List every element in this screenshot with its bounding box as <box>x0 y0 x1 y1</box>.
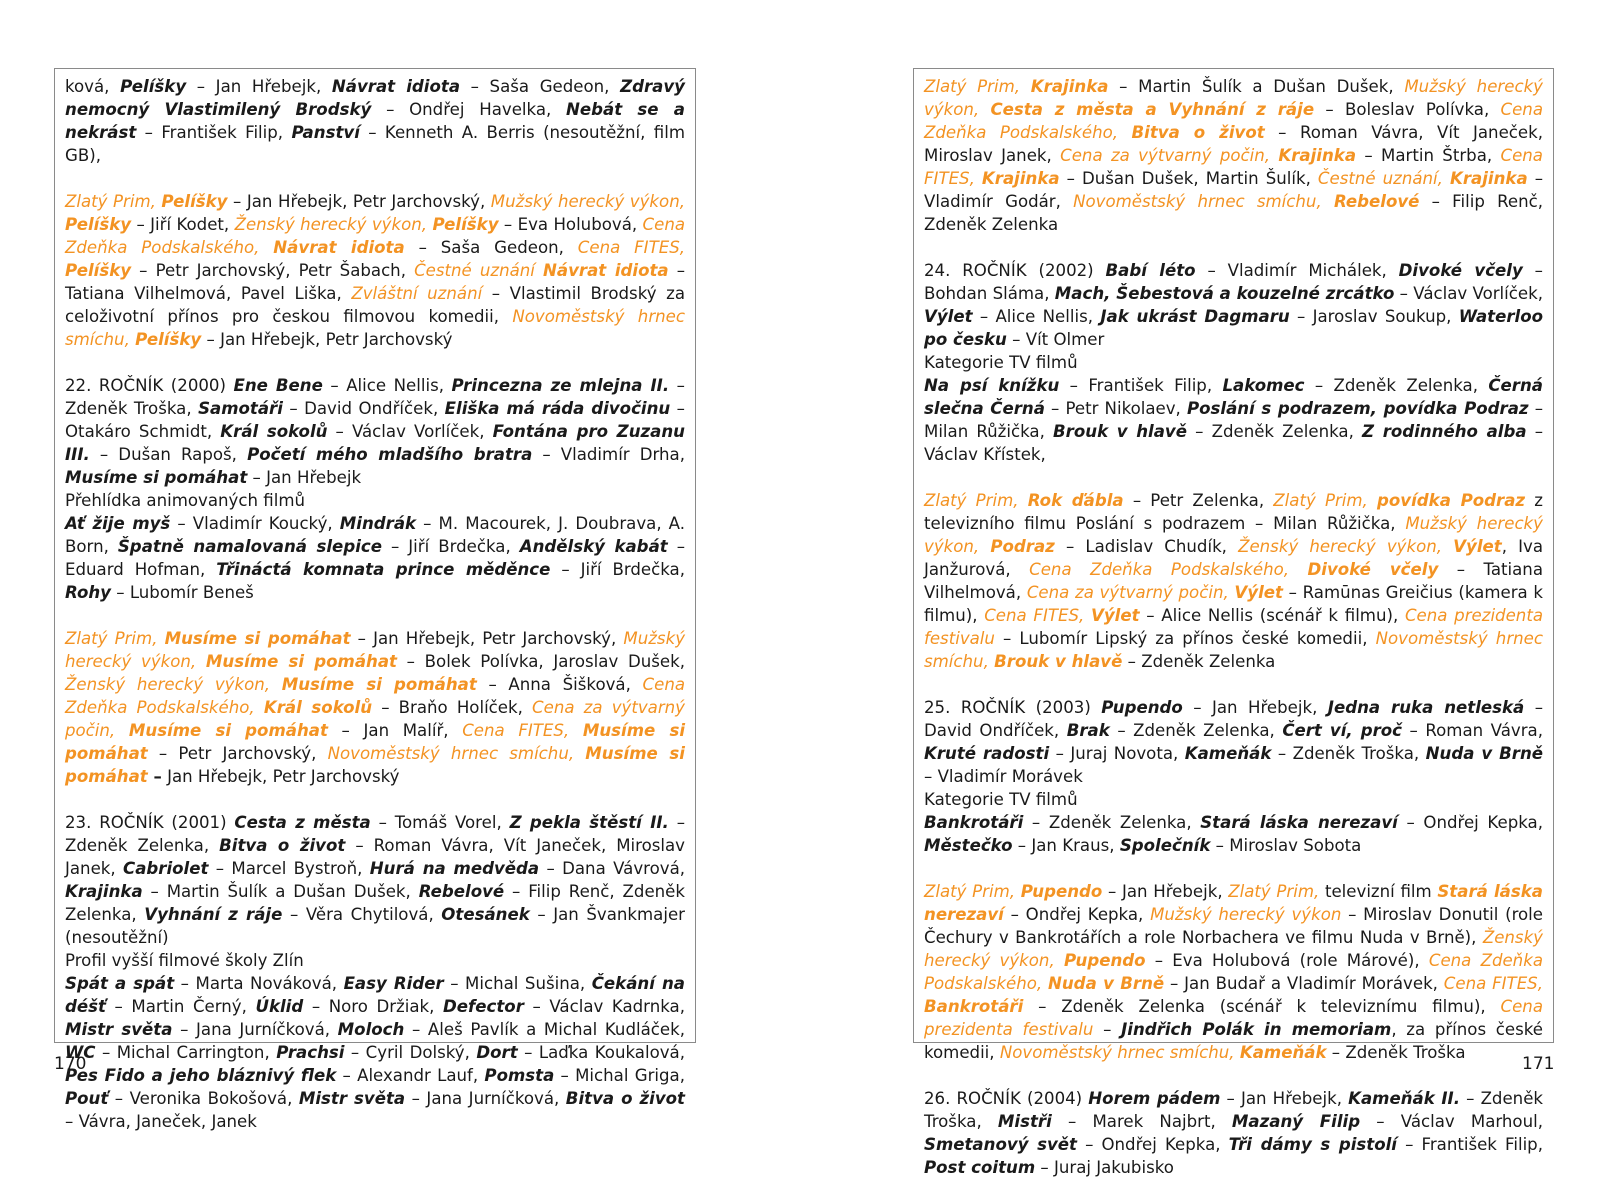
award-name: Ženský herecký výkon, <box>924 928 1543 970</box>
film-title: Samotáři <box>198 399 283 418</box>
award-name: Novoměstský hrnec smíchu, <box>999 1043 1240 1062</box>
award-film-title: Rok ďábla <box>1027 491 1124 510</box>
text-run: – Václav Kadrnka, <box>523 997 685 1016</box>
award-film-title: Výlet <box>1091 606 1140 625</box>
film-title: Vyhnání z ráje <box>144 905 283 924</box>
award-name: Cena Zdeňka Podskalského, <box>1029 560 1308 579</box>
film-title: Výlet <box>924 307 973 326</box>
text-run: – Zdeněk Zelenka, <box>1304 376 1489 395</box>
text-run: – Laďka Koukalová, <box>517 1043 685 1062</box>
text-run: – Jiří Brdečka, <box>550 560 685 579</box>
film-title: Nuda v Brně <box>1425 744 1544 763</box>
film-title: Pelíšky <box>120 77 187 96</box>
text-run: 26. ROČNÍK (2004) <box>924 1089 1089 1108</box>
award-film-title: Krajinka <box>981 169 1060 188</box>
award-name: Cena za výtvarný počin, <box>1060 146 1279 165</box>
award-name: Cena za výtvarný počin, <box>1026 583 1235 602</box>
award-film-title: Krajinka <box>1449 169 1528 188</box>
film-title: Fontána pro Zuzanu III. <box>65 422 685 464</box>
award-film-title: Musíme si pomáhat <box>281 675 477 694</box>
award-film-title: Pupendo <box>1020 882 1103 901</box>
film-title: Zdravý nemocný Vlastimilený Brodský <box>65 77 685 119</box>
award-film-title: Kameňák <box>1239 1043 1327 1062</box>
film-title: Otesánek <box>441 905 530 924</box>
film-title: Kameňák <box>1184 744 1272 763</box>
award-name: Čestné uznání, <box>1317 169 1450 188</box>
film-title: Mindrák <box>339 514 417 533</box>
award-film-title: Výlet <box>1234 583 1283 602</box>
award-name: Zlatý Prim, <box>924 77 1031 96</box>
film-title: Ene Bene <box>233 376 323 395</box>
text-run: – Dušan Rapoš, <box>89 445 248 464</box>
film-title: Cabriolet <box>123 859 209 878</box>
award-name: Zvláštní uznání <box>351 284 483 303</box>
award-film-title: Musíme si pomáhat <box>205 652 397 671</box>
film-title: Prachsi <box>276 1043 345 1062</box>
award-name: Cena Zdeňka Podskalského, <box>65 675 686 717</box>
text-run: – Vladimír Morávek <box>924 767 1083 786</box>
award-film-title: Musíme si pomáhat <box>65 721 686 763</box>
text-run: – Martin Šulík a Dušan Dušek, <box>142 882 419 901</box>
award-film-title: Pelíšky <box>65 261 132 280</box>
text-run: – Braňo Holíček, <box>372 698 533 717</box>
award-name: Zlatý Prim, <box>924 491 1028 510</box>
paragraph <box>65 627 685 788</box>
text-run: – Vladimír Drha, <box>532 445 685 464</box>
text-run: – Jan Hřebejk <box>247 468 362 487</box>
paragraph <box>65 75 685 167</box>
award-name: Cena Zdeňka Podskalského, <box>924 100 1543 142</box>
text-run: – Zdeněk Zelenka, <box>1109 721 1283 740</box>
film-title: Početí mého mladšího bratra <box>247 445 533 464</box>
text-run: – Noro Držiak, <box>303 997 444 1016</box>
award-name: Novoměstský hrnec smíchu, <box>65 307 685 349</box>
text-run: – Lubomír Lipský za přínos české komedii, <box>994 629 1376 648</box>
text-run: 24. ROČNÍK (2002) <box>924 261 1106 280</box>
text-run: – Ondřej Kepka, <box>1003 905 1151 924</box>
film-title: Mistr světa <box>298 1089 406 1108</box>
text-run: – Cyril Dolský, <box>344 1043 477 1062</box>
text-run: – Věra Chytilová, <box>282 905 442 924</box>
text-run: Profil vyšší filmové školy Zlín <box>65 951 304 970</box>
award-name: Zlatý Prim, <box>65 629 165 648</box>
film-title: Mazaný Filip <box>1231 1112 1361 1131</box>
text-run: – Václav Marhoul, <box>1360 1112 1543 1131</box>
text-run: – Zdeněk Zelenka <box>1122 652 1276 671</box>
film-title: Poslání s podrazem, povídka Podraz <box>1186 399 1529 418</box>
film-title: Stará láska nerezaví <box>1200 813 1398 832</box>
award-name: Zlatý Prim, <box>1228 882 1325 901</box>
film-title: Ať žije myš <box>65 514 171 533</box>
award-film-title: Krajinka <box>1030 77 1109 96</box>
paragraph <box>924 880 1543 1064</box>
award-name: Cena FITES, <box>577 238 686 257</box>
text-run: Kategorie TV filmů <box>924 353 1078 372</box>
film-title: Na psí knížku <box>924 376 1060 395</box>
paragraph <box>924 75 1543 236</box>
film-title: Úklid <box>255 997 304 1016</box>
award-name: Ženský herecký výkon, <box>1238 537 1454 556</box>
paragraph <box>924 1087 1543 1179</box>
award-film-title: Podraz <box>990 537 1055 556</box>
film-title: Černá slečna Černá <box>924 376 1544 418</box>
award-name: Ženský herecký výkon, <box>234 215 433 234</box>
film-title: Princezna ze mlejna II. <box>451 376 670 395</box>
film-title: Rebelové <box>418 882 505 901</box>
page-number-left: 170 <box>54 1054 87 1074</box>
paragraph <box>924 489 1543 673</box>
film-title: Z pekla štěstí II. <box>509 813 669 832</box>
award-film-title: Musíme si pomáhat <box>128 721 328 740</box>
text-run: – M. Macourek, J. Doubrava, A. Born, <box>65 514 686 556</box>
text-run: – Jan Hřebejk, Petr Jarchovský, <box>227 192 491 211</box>
text-run: – Eva Holubová, <box>498 215 643 234</box>
award-name: Cena prezidenta festivalu <box>924 997 1543 1039</box>
text-run: – Martin Černý, <box>105 997 256 1016</box>
text-run: – Otakáro Schmidt, <box>65 399 685 441</box>
film-title: WC <box>65 1043 96 1062</box>
film-title: Smetanový svět <box>924 1135 1077 1154</box>
text-run: – Marek Najbrt, <box>1051 1112 1232 1131</box>
film-title: Bitva o život <box>219 836 346 855</box>
text-run: – Jiří Brdečka, <box>381 537 520 556</box>
text-run: – Miroslav Donutil (role Čechury v Bankrotářích a role Norbachera ve filmu Nuda v Brně), <box>924 905 1543 947</box>
text-run: – Ramūnas Greičius (kamera k filmu), <box>924 583 1543 625</box>
award-name: Zlatý Prim, <box>1273 491 1378 510</box>
film-title: Eliška má ráda divočinu <box>444 399 671 418</box>
award-name: Zlatý Prim, <box>924 882 1021 901</box>
text-run: – David Ondříček, <box>282 399 445 418</box>
film-title: Lakomec <box>1222 376 1305 395</box>
text-run: – Jan Malíř, <box>327 721 463 740</box>
film-title: Defector <box>443 997 524 1016</box>
award-name: Ženský herecký výkon, <box>65 675 282 694</box>
text-run: – Petr Nikolaev, <box>1044 399 1187 418</box>
text-run: z televizního filmu Poslání s podrazem – Milan Růžička, <box>924 491 1543 533</box>
paragraph <box>65 811 685 1133</box>
award-film-title: povídka Podraz <box>1377 491 1526 510</box>
award-film-title: Návrat idiota <box>543 261 669 280</box>
text-run: – Michal Griga, <box>554 1066 685 1085</box>
text-run: – Zdeněk Zelenka, <box>65 813 685 855</box>
text-run: – Vladimír Koucký, <box>170 514 340 533</box>
award-film-title: Nuda v Brně <box>1047 974 1165 993</box>
text-run: – Alice Nellis (scénář k filmu), <box>1139 606 1405 625</box>
film-title: Návrat idiota <box>331 77 461 96</box>
award-film-title: Brouk v hlavě <box>994 652 1123 671</box>
film-title: Pouť <box>65 1089 109 1108</box>
award-name: Cena FITES, <box>924 146 1543 188</box>
text-run: – Bolek Polívka, Jaroslav Dušek, <box>396 652 685 671</box>
film-title: Třináctá komnata prince měděnce <box>216 560 551 579</box>
text-run: 25. ROČNÍK (2003) <box>924 698 1102 717</box>
text-run: – Jiří Kodet, <box>131 215 235 234</box>
text-run: – Jan Budař a Vladimír Morávek, <box>1164 974 1444 993</box>
award-name: Cena prezidenta festivalu <box>924 606 1543 648</box>
award-name: Cena FITES, <box>462 721 583 740</box>
film-title: Bitva o život <box>565 1089 685 1108</box>
text-run: – Vladimír Michálek, <box>1195 261 1399 280</box>
film-title: Andělský kabát <box>519 537 668 556</box>
award-film-title: Pupendo <box>1063 951 1146 970</box>
text-run: Kategorie TV filmů <box>924 790 1078 809</box>
award-film-title: Pelíšky <box>65 215 132 234</box>
text-run: – Jan Hřebejk, <box>1182 698 1328 717</box>
text-run: – Veronika Bokošová, <box>108 1089 299 1108</box>
award-film-title: Pelíšky <box>135 330 202 349</box>
text-run: – Petr Zelenka, <box>1123 491 1274 510</box>
film-title: Horem pádem <box>1088 1089 1221 1108</box>
text-run: – Zdeněk Troška, <box>924 1089 1544 1131</box>
text-run: – Zdeněk Zelenka (scénář k televiznímu filmu), <box>1023 997 1501 1016</box>
award-film-title: Návrat idiota <box>273 238 405 257</box>
text-run: – David Ondříček, <box>924 698 1543 740</box>
text-run: televizní film <box>1324 882 1438 901</box>
film-title: Jedna ruka netleská <box>1327 698 1525 717</box>
text-run: – Eva Holubová (role Márové), <box>1145 951 1429 970</box>
text-run: – Martin Šulík a Dušan Dušek, <box>1108 77 1405 96</box>
text-run: – Alexandr Lauf, <box>336 1066 485 1085</box>
award-film-title: Stará láska nerezaví <box>924 882 1543 924</box>
film-title: Brouk v hlavě <box>1053 422 1187 441</box>
text-run: – Dana Vávrová, <box>539 859 686 878</box>
award-name: Mužský herecký výkon, <box>490 192 685 211</box>
text-run: – František Filip, <box>1059 376 1223 395</box>
film-title: Dort <box>476 1043 518 1062</box>
film-title: Krajinka <box>65 882 143 901</box>
film-title: Společník <box>1119 836 1211 855</box>
text-run: – Vít Olmer <box>1006 330 1105 349</box>
text-run: – Jan Hřebejk, Petr Jarchovský, <box>350 629 624 648</box>
award-film-title: Pelíšky <box>161 192 228 211</box>
text-run: – Zdeněk Zelenka, <box>1187 422 1363 441</box>
text-run: – Zdeněk Zelenka, <box>1023 813 1201 832</box>
text-run: – Alice Nellis, <box>972 307 1101 326</box>
text-run: – Jan Hřebejk, <box>1220 1089 1349 1108</box>
film-title: Panství <box>291 123 360 142</box>
film-title: Rohy <box>65 583 111 602</box>
text-run: – Tatiana Vilhelmová, Pavel Liška, <box>65 261 686 303</box>
film-title: Kameňák II. <box>1348 1089 1461 1108</box>
text-run: – Miroslav Sobota <box>1210 836 1362 855</box>
award-film-title: Musíme si pomáhat <box>65 744 685 786</box>
text-run: – Ondřej Kepka, <box>1397 813 1543 832</box>
text-run: – Václav Vorlíček, <box>327 422 493 441</box>
text-run: – Juraj Jakubisko <box>1035 1158 1174 1177</box>
award-name: Mužský herecký výkon, <box>65 629 686 671</box>
text-run: – Michal Carrington, <box>95 1043 277 1062</box>
text-run: – Saša Gedeon, <box>404 238 578 257</box>
film-title: Nebát se a nekrást <box>65 100 685 142</box>
film-title: Jak ukrást Dagmaru <box>1100 307 1290 326</box>
text-run: – František Filip, <box>1397 1135 1543 1154</box>
text-run: – Jana Jurníčková, <box>172 1020 338 1039</box>
award-name: Mužský herecký výkon, <box>924 514 1543 556</box>
paragraph <box>65 374 685 604</box>
award-film-title: Výlet <box>1453 537 1502 556</box>
text-run: – Jan Hřebejk, <box>1102 882 1229 901</box>
award-name: Cena FITES, <box>1443 974 1543 993</box>
film-title: Jindřich Polák in memoriam <box>1121 1020 1392 1039</box>
award-name: Novoměstský hrnec smíchu, <box>1073 192 1334 211</box>
film-title: Městečko <box>924 836 1013 855</box>
text-run: – Vlastimil Brodský za celoživotní přínos pro českou filmovou komedii, <box>65 284 686 326</box>
text-run: – Aleš Pavlík a Michal Kudláček, <box>404 1020 685 1039</box>
award-name: Mužský herecký výkon <box>1150 905 1342 924</box>
award-name: Cena za výtvarný počin, <box>65 698 685 740</box>
film-title: Pupendo <box>1101 698 1183 717</box>
award-film-title: Cesta z města a Vyhnání z ráje <box>990 100 1315 119</box>
text-run: – Petr Jarchovský, Petr Šabach, <box>131 261 415 280</box>
film-title: Pes Fido a jeho bláznivý flek <box>65 1066 337 1085</box>
award-name: Novoměstský hrnec smíchu, <box>924 629 1543 671</box>
text-run: – Dušan Dušek, Martin Šulík, <box>1059 169 1318 188</box>
film-title: Mistři <box>997 1112 1052 1131</box>
award-name: Zlatý Prim, <box>65 192 162 211</box>
text-run: – Ladislav Chudík, <box>1054 537 1239 556</box>
film-title: Brak <box>1066 721 1110 740</box>
award-name: Cena Zdeňka Podskalského, <box>65 215 686 257</box>
text-run: – Lubomír Beneš <box>110 583 254 602</box>
text-run: , za přínos české komedii, <box>924 1020 1543 1062</box>
text-run: – Jan Švankmajer (nesoutěžní) <box>65 905 685 947</box>
text-run: – Tatiana Vilhelmová, <box>924 560 1543 602</box>
film-title: Král sokolů <box>220 422 328 441</box>
text-run: – Kenneth A. Berris (nesoutěžní, film GB), <box>65 123 685 165</box>
award-name: Cena FITES, <box>984 606 1092 625</box>
text-run: – Václav Křístek, <box>924 422 1544 464</box>
film-title: Waterloo po česku <box>924 307 1543 349</box>
film-title: Easy Rider <box>343 974 444 993</box>
text-run: – Alice Nellis, <box>322 376 452 395</box>
film-title: Babí léto <box>1105 261 1196 280</box>
film-title: – <box>147 767 162 786</box>
text-run: – Jana Jurníčková, <box>405 1089 566 1108</box>
text-run: – Michal Sušina, <box>443 974 592 993</box>
text-run: – Jan Hřebejk, <box>186 77 332 96</box>
film-title: Spát a spát <box>65 974 175 993</box>
text-run: – Roman Vávra, Vít Janeček, Miroslav Janek, <box>65 836 685 878</box>
text-run: – Tomáš Vorel, <box>370 813 510 832</box>
award-film-title: Rebelové <box>1333 192 1420 211</box>
text-run: – Saša Gedeon, <box>460 77 621 96</box>
film-title: Pomsta <box>484 1066 555 1085</box>
text-run: – Eduard Hofman, <box>65 537 685 579</box>
text-run: – Martin Štrba, <box>1356 146 1501 165</box>
text-run: – Jaroslav Soukup, <box>1289 307 1459 326</box>
text-run: – Juraj Novota, <box>1049 744 1185 763</box>
text-run: – Marcel Bystroň, <box>208 859 370 878</box>
text-run: – Roman Vávra, Vít Janeček, Miroslav Janek, <box>924 123 1544 165</box>
film-title: Hurá na medvěda <box>369 859 540 878</box>
paragraph <box>924 696 1543 857</box>
text-run: – Milan Růžička, <box>924 399 1543 441</box>
award-film-title: Bitva o život <box>1131 123 1265 142</box>
text-run: – Marta Nováková, <box>174 974 344 993</box>
award-name: Cena Zdeňka Podskalského, <box>924 951 1543 993</box>
text-run: – Zdeněk Troška, <box>65 376 685 418</box>
film-title: Post coitum <box>924 1158 1036 1177</box>
film-title: Kruté radosti <box>924 744 1050 763</box>
text-run: – Jan Kraus, <box>1012 836 1120 855</box>
award-film-title: Divoké včely <box>1307 560 1439 579</box>
film-title: Čekání na déšť <box>65 974 685 1016</box>
award-film-title: Pelíšky <box>432 215 499 234</box>
film-title: Mach, Šebestová a kouzelné zrcátko <box>1054 284 1395 303</box>
paragraph <box>65 190 685 351</box>
text-run: – Ondřej Kepka, <box>1076 1135 1229 1154</box>
award-name: Mužský herecký výkon, <box>924 77 1543 119</box>
film-title: Moloch <box>337 1020 405 1039</box>
text-run: – Anna Šišková, <box>476 675 643 694</box>
text-run: – František Filip, <box>136 123 292 142</box>
text-run: – Filip Renč, Zdeněk Zelenka <box>924 192 1543 234</box>
text-run: – Vávra, Janeček, Janek <box>65 1112 257 1131</box>
page-number-right: 171 <box>1522 1054 1555 1074</box>
text-run: – Jan Hřebejk, Petr Jarchovský <box>201 330 453 349</box>
text-run: – Petr Jarchovský, <box>147 744 328 763</box>
text-run: – Zdeněk Troška <box>1326 1043 1466 1062</box>
text-run: Jan Hřebejk, Petr Jarchovský <box>161 767 400 786</box>
film-title: Čert ví, proč <box>1282 721 1403 740</box>
text-run: – <box>1093 1020 1122 1039</box>
award-film-title: Musíme si pomáhat <box>164 629 351 648</box>
award-name: Novoměstský hrnec smíchu, <box>327 744 586 763</box>
film-title: Musíme si pomáhat <box>65 468 248 487</box>
text-run: – Zdeněk Troška, <box>1271 744 1426 763</box>
award-film-title: Král sokolů <box>263 698 373 717</box>
text-run: ková, <box>65 77 121 96</box>
award-film-title: Krajinka <box>1278 146 1357 165</box>
film-title: Cesta z města <box>234 813 371 832</box>
text-run: – Bohdan Sláma, <box>924 261 1543 303</box>
film-title: Špatně namalovaná slepice <box>117 537 382 556</box>
text-run: , Iva Janžurová, <box>924 537 1544 579</box>
text-run: – Filip Renč, Zdeněk Zelenka, <box>65 882 686 924</box>
award-name: Čestné uznání <box>414 261 543 280</box>
paragraph <box>924 259 1543 466</box>
film-title: Bankrotáři <box>924 813 1024 832</box>
film-title: Z rodinného alba <box>1362 422 1527 441</box>
award-film-title: Bankrotáři <box>924 997 1024 1016</box>
text-run: – Václav Vorlíček, <box>1394 284 1543 303</box>
text-run: – Roman Vávra, <box>1402 721 1543 740</box>
film-title: Divoké včely <box>1398 261 1523 280</box>
text-run: – Boleslav Polívka, <box>1314 100 1501 119</box>
text-run: – Vladimír Godár, <box>924 169 1543 211</box>
film-title: Tři dámy s pistolí <box>1228 1135 1397 1154</box>
text-run: – Ondřej Havelka, <box>371 100 567 119</box>
film-title: Mistr světa <box>65 1020 173 1039</box>
text-run: Přehlídka animovaných filmů <box>65 491 306 510</box>
text-run: 22. ROČNÍK (2000) <box>65 376 234 395</box>
text-run: 23. ROČNÍK (2001) <box>65 813 235 832</box>
